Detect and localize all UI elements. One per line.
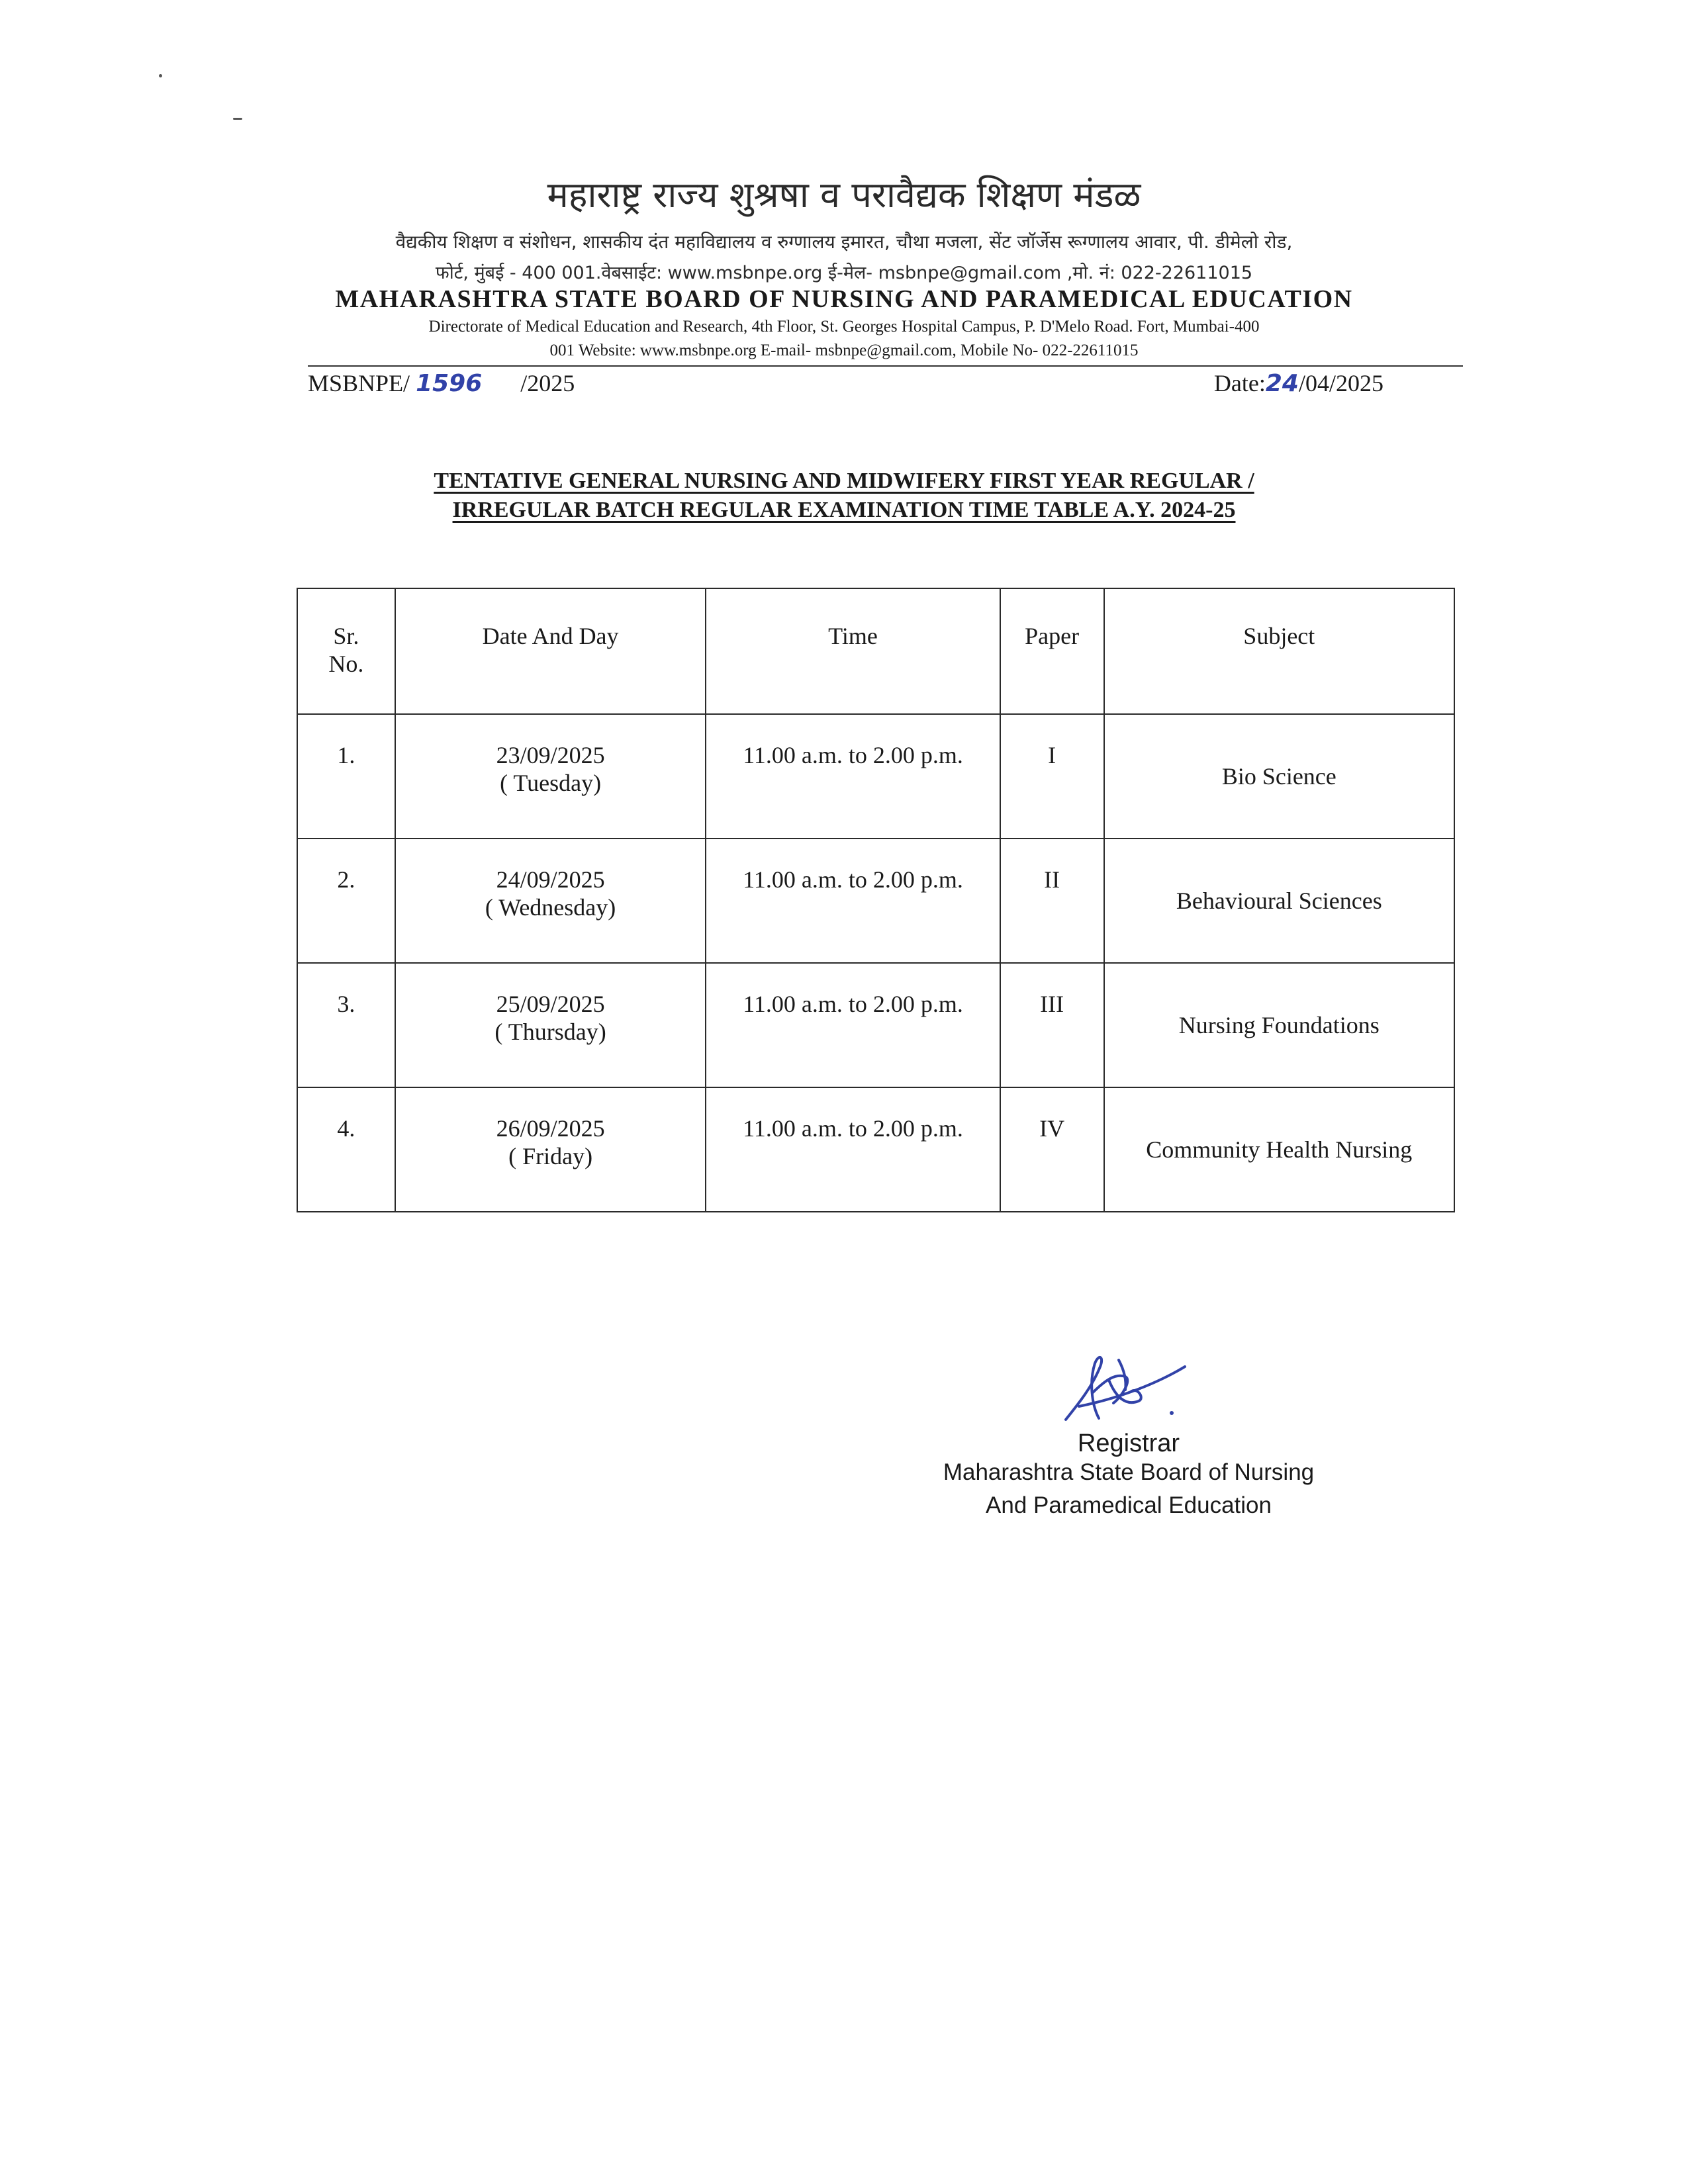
header-paper: Paper [1000,588,1104,714]
letterhead-divider [308,365,1463,367]
cell-sr: 4. [297,1087,395,1212]
cell-sr: 2. [297,839,395,963]
reference-row [308,369,1383,402]
letterhead-english-address-line1: Directorate of Medical Education and Research, 4th Floor, St. Georges Hospital Campus, P. D'Melo Road. Fort, Mumbai-400 [428,318,1260,336]
reference-number [308,369,575,397]
date-handwritten-day: 24 [1265,370,1299,397]
date-rest: /04/2025 [1298,370,1383,396]
table-row [297,963,1454,1087]
cell-paper: I [1000,714,1104,839]
cell-sr: 3. [297,963,395,1087]
cell-subject: Community Health Nursing [1104,1087,1454,1212]
reference-suffix: /2025 [520,370,575,396]
cell-sr: 1. [297,714,395,839]
cell-date-day [395,963,706,1087]
document-title-line2: IRREGULAR BATCH REGULAR EXAMINATION TIME TABLE A.Y. 2024-25 [452,498,1236,522]
document-title-line1: TENTATIVE GENERAL NURSING AND MIDWIFERY FIRST YEAR REGULAR / [434,469,1254,493]
cell-date-day [395,1087,706,1212]
reference-date [1214,369,1383,397]
cell-time: 11.00 a.m. to 2.00 p.m. [706,963,1000,1087]
cell-subject: Nursing Foundations [1104,963,1454,1087]
cell-date: 25/09/2025 [496,991,605,1017]
cell-time: 11.00 a.m. to 2.00 p.m. [706,714,1000,839]
document-title [0,467,1688,525]
cell-day: ( Wednesday) [485,894,616,921]
table-row [297,1087,1454,1212]
cell-paper: III [1000,963,1104,1087]
table-row [297,714,1454,839]
cell-date: 23/09/2025 [496,742,605,768]
header-subject: Subject [1104,588,1454,714]
scan-speck [159,74,162,77]
reference-handwritten-number: 1596 [416,370,483,397]
cell-time: 11.00 a.m. to 2.00 p.m. [706,839,1000,963]
signatory-designation: Registrar [1077,1430,1180,1457]
header-sr-line1: Sr. [333,623,359,649]
cell-date: 26/09/2025 [496,1115,605,1142]
header-sr-line2: No. [328,651,364,677]
header-date-and-day: Date And Day [395,588,706,714]
signatory-organization-line2: And Paramedical Education [986,1492,1272,1518]
cell-time: 11.00 a.m. to 2.00 p.m. [706,1087,1000,1212]
cell-date: 24/09/2025 [496,866,605,893]
exam-timetable [297,588,1455,1212]
cell-subject: Behavioural Sciences [1104,839,1454,963]
cell-paper: II [1000,839,1104,963]
letterhead-english-title: MAHARASHTRA STATE BOARD OF NURSING AND PARAMEDICAL EDUCATION [335,285,1353,313]
scan-speck [233,118,242,120]
cell-day: ( Friday) [508,1143,593,1169]
header-sr-no [297,588,395,714]
letterhead-marathi-address-line1: वैद्यकीय शिक्षण व संशोधन, शासकीय दंत महाविद्यालय व रुग्णालय इमारत, चौथा मजला, सेंट जॉर्जेस रूग्णालय आवार, पी. डीमेलो रोड, [395,231,1293,253]
reference-prefix: MSBNPE/ [308,370,410,396]
signatory-organization-line1: Maharashtra State Board of Nursing [943,1459,1315,1485]
table-header-row [297,588,1454,714]
cell-paper: IV [1000,1087,1104,1212]
handwritten-signature [1053,1340,1192,1439]
date-label: Date: [1213,370,1266,396]
letterhead-marathi-address-line2: फोर्ट, मुंबई - 400 001.वेबसाईट: www.msbnpe.org ई-मेल- msbnpe@gmail.com ,मो. नं: 022-22611015 [435,263,1253,283]
letterhead-marathi-title: महाराष्ट्र राज्य शुश्रषा व परावैद्यक शिक्षण मंडळ [547,174,1141,216]
cell-day: ( Thursday) [494,1019,606,1045]
cell-date-day [395,839,706,963]
letterhead-english-address-line2: 001 Website: www.msbnpe.org E-mail- msbnpe@gmail.com, Mobile No- 022-22611015 [549,341,1139,359]
cell-subject: Bio Science [1104,714,1454,839]
header-time: Time [706,588,1000,714]
table-row [297,839,1454,963]
cell-date-day [395,714,706,839]
cell-day: ( Tuesday) [500,770,602,796]
